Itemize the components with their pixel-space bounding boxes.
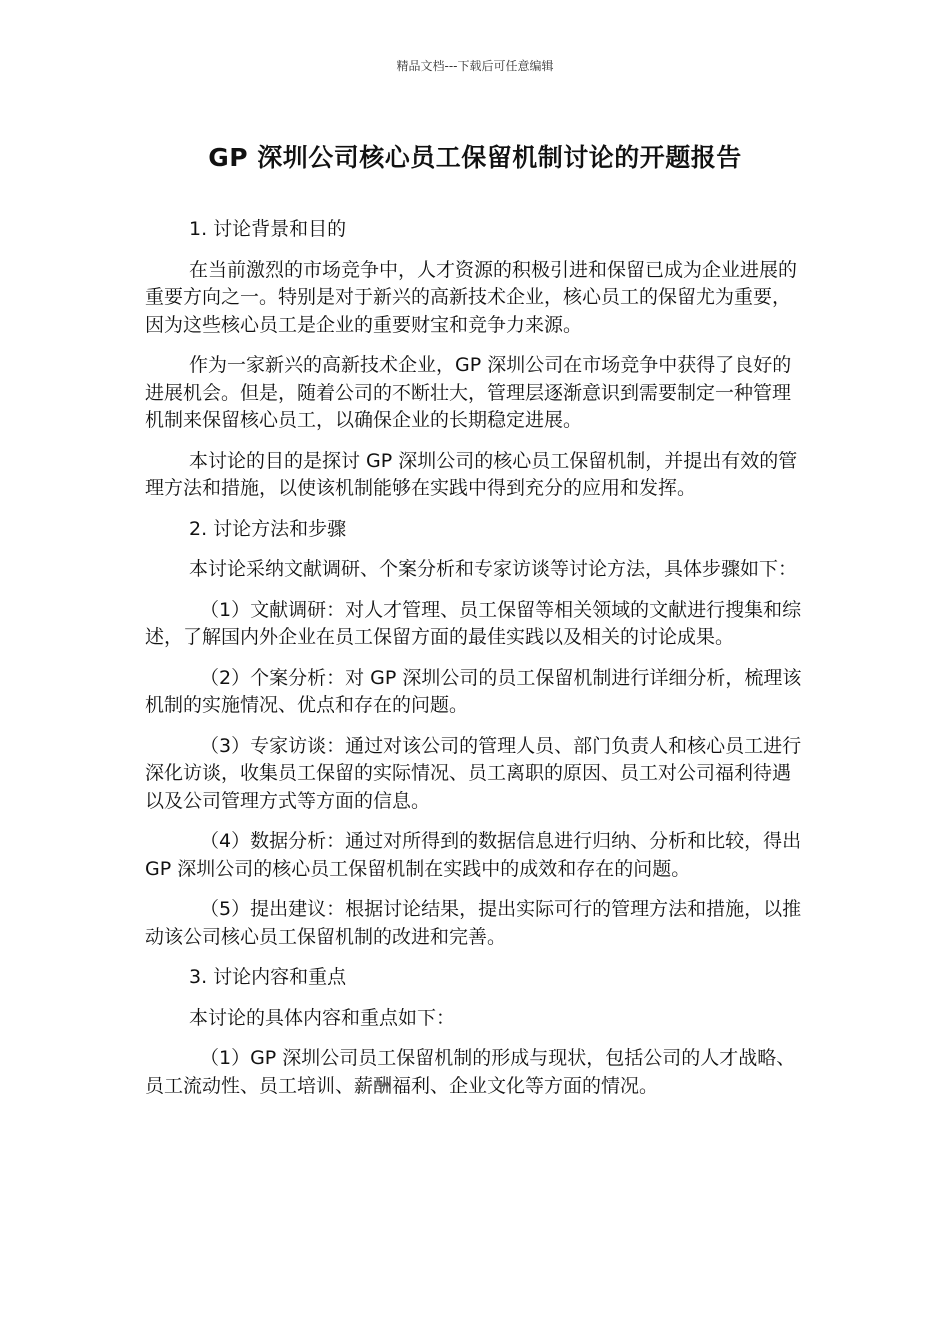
- document-title: GP 深圳公司核心员工保留机制讨论的开题报告: [208, 143, 742, 172]
- section-3-item-1: （1）GP 深圳公司员工保留机制的形成与现状，包括公司的人才战略、员工流动性、员工培训、薪酬福利、企业文化等方面的情况。: [145, 1047, 796, 1097]
- section-2-item-5: （5）提出建议：根据讨论结果，提出实际可行的管理方法和措施，以推动该公司核心员工保留机制的改进和完善。: [145, 898, 802, 948]
- section-2-heading: 2. 讨论方法和步骤: [189, 517, 347, 540]
- section-2-item-3: （3）专家访谈：通过对该公司的管理人员、部门负责人和核心员工进行深化访谈，收集员工保留的实际情况、员工离职的原因、员工对公司福利待遇以及公司管理方式等方面的信息。: [145, 734, 802, 812]
- section-2-paragraph-1: 本讨论采纳文献调研、个案分析和专家访谈等讨论方法，具体步骤如下：: [189, 558, 798, 580]
- section-1-paragraph-2: 作为一家新兴的高新技术企业，GP 深圳公司在市场竞争中获得了良好的进展机会。但是，随着公司的不断壮大，管理层逐渐意识到需要制定一种管理机制来保留核心员工，以确保企业的长期稳定进展。: [145, 354, 792, 431]
- section-3-paragraph-1: 本讨论的具体内容和重点如下：: [189, 1006, 456, 1029]
- section-1-paragraph-1: 在当前激烈的市场竞争中，人才资源的积极引进和保留已成为企业进展的重要方向之一。特别是对于新兴的高新技术企业，核心员工的保留尤为重要，因为这些核心员工是企业的重要财宝和竞争力来源。: [145, 258, 798, 336]
- section-1-paragraph-3: 本讨论的目的是探讨 GP 深圳公司的核心员工保留机制，并提出有效的管理方法和措施，以使该机制能够在实践中得到充分的应用和发挥。: [145, 449, 798, 499]
- section-2-item-4: （4）数据分析：通过对所得到的数据信息进行归纳、分析和比较，得出 GP 深圳公司的核心员工保留机制在实践中的成效和存在的问题。: [145, 830, 802, 880]
- section-2-item-2: （2）个案分析：对 GP 深圳公司的员工保留机制进行详细分析，梳理该机制的实施情况、优点和存在的问题。: [145, 666, 802, 716]
- header-note: 精品文档---下载后可任意编辑: [396, 59, 554, 73]
- section-3-heading: 3. 讨论内容和重点: [189, 966, 347, 988]
- document-body: [145, 216, 807, 1113]
- section-1-heading: 1. 讨论背景和目的: [189, 218, 347, 240]
- section-2-item-1: （1）文献调研：对人才管理、员工保留等相关领域的文献进行搜集和综述，了解国内外企业在员工保留方面的最佳实践以及相关的讨论成果。: [145, 598, 802, 648]
